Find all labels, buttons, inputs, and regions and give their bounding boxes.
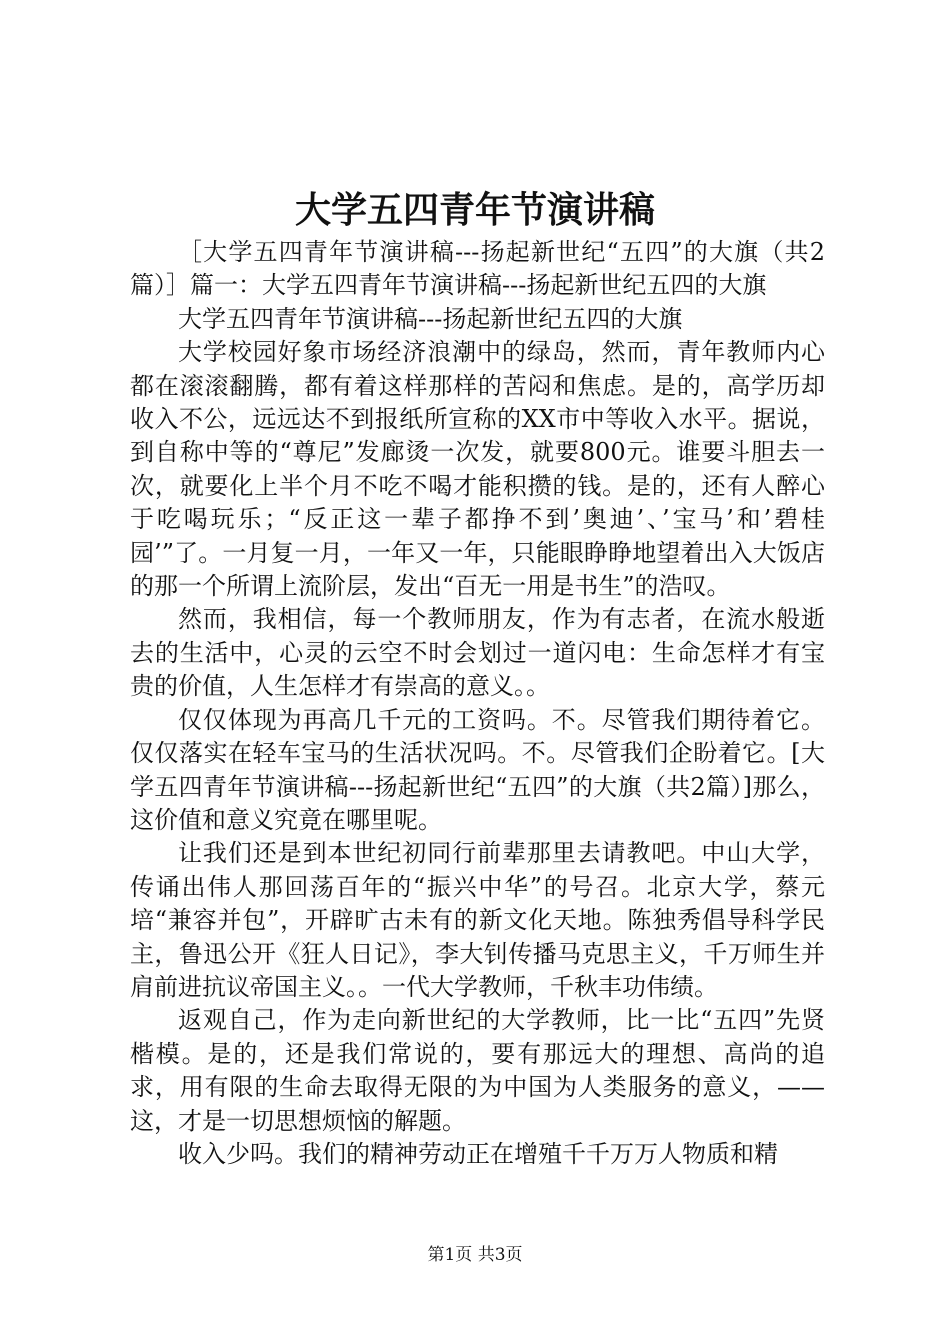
paragraph: 仅仅体现为再高几千元的工资吗。不。尽管我们期待着它。仅仅落实在轻车宝马的生活状况吗。不。尽管我们企盼着它。[大学五四青年节演讲稿---扬起新世纪“五四”的大旗（共2篇）]那么，这价值和意义究竟在哪里呢。 xyxy=(130,705,825,834)
page-footer: 第1页 共3页 xyxy=(427,1245,523,1265)
paragraph: 大学五四青年节演讲稿---扬起新世纪五四的大旗 xyxy=(178,304,683,333)
paragraph: ［大学五四青年节演讲稿---扬起新世纪“五四”的大旗（共2篇）］篇一：大学五四青年节演讲稿---扬起新世纪五四的大旗 xyxy=(130,238,825,300)
document-title: 大学五四青年节演讲稿 xyxy=(294,189,655,231)
paragraph: 收入少吗。我们的精神劳动正在增殖千千万万人物质和精 xyxy=(178,1139,778,1168)
document-body xyxy=(130,236,825,1171)
paragraph: 让我们还是到本世纪初同行前辈那里去请教吧。中山大学，传诵出伟人那回荡百年的“振兴中华”的号召。北京大学，蔡元培“兼容并包”，开辟旷古未有的新文化天地。陈独秀倡导科学民主，鲁迅公开《狂人日记》，李大钊传播马克思主义，千万师生并肩前进抗议帝国主义。。一代大学教师，千秋丰功伟绩。 xyxy=(130,839,825,1001)
paragraph: 大学校园好象市场经济浪潮中的绿岛，然而，青年教师内心都在滚滚翻腾，都有着这样那样的苦闷和焦虑。是的，高学历却收入不公，远远达不到报纸所宣称的XX市中等收入水平。据说，到自称中等的“尊尼”发廊烫一次发，就要800元。谁要斗胆去一次，就要化上半个月不吃不喝才能积攒的钱。是的，还有人醉心于吃喝玩乐；“反正这一辈子都挣不到’奥迪’、’宝马’和’碧桂园’”了。一月复一月，一年又一年，只能眼睁睁地望着出入大饭店的那一个所谓上流阶层，发出“百无一用是书生”的浩叹。 xyxy=(130,338,825,601)
paragraph: 返观自己，作为走向新世纪的大学教师，比一比“五四”先贤楷模。是的，还是我们常说的，要有那远大的理想、高尚的追求，用有限的生命去取得无限的为中国为人类服务的意义，——这，才是一切思想烦恼的解题。 xyxy=(130,1006,825,1135)
paragraph: 然而，我相信，每一个教师朋友，作为有志者，在流水般逝去的生活中，心灵的云空不时会划过一道闪电：生命怎样才有宝贵的价值，人生怎样才有崇高的意义。。 xyxy=(130,605,825,701)
